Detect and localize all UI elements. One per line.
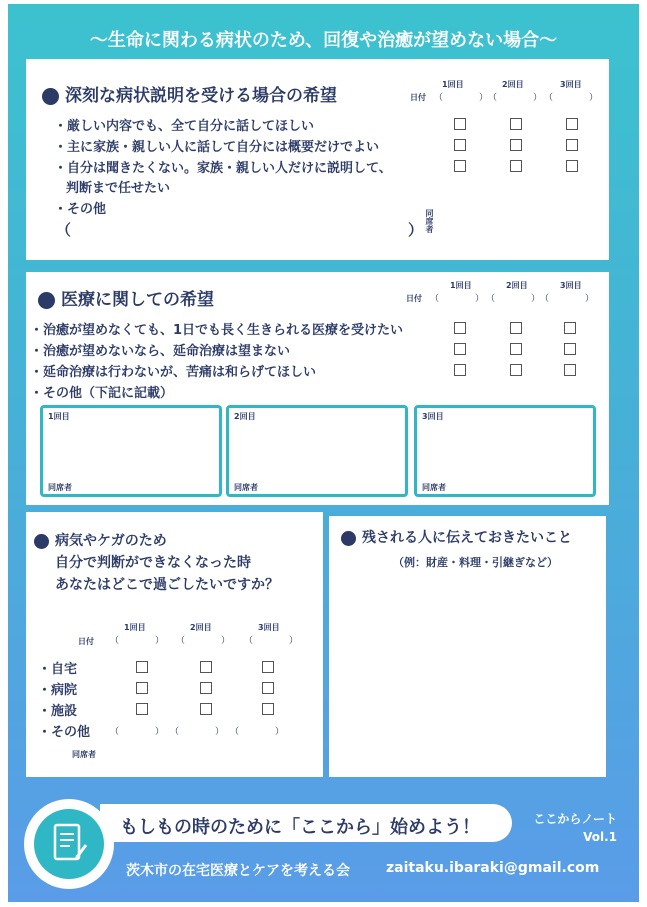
option-no-life-support: ・治癒が望めないなら、延命治療は望まない (30, 344, 291, 359)
round-2-label: 2回目 (234, 412, 256, 421)
attendee-label: 同席者 (72, 750, 96, 759)
checkbox[interactable] (454, 322, 466, 334)
checkbox[interactable] (136, 661, 148, 673)
section-message-card[interactable] (329, 516, 606, 777)
checkbox[interactable] (454, 118, 466, 130)
section-place-card (26, 512, 323, 777)
checkbox[interactable] (510, 160, 522, 172)
checkbox[interactable] (566, 160, 578, 172)
bullet-dot-icon (341, 531, 356, 546)
bullet-dot-icon (34, 534, 49, 549)
date-field-2[interactable]: （ ） (486, 294, 541, 304)
option-other: ・その他 (54, 202, 107, 217)
section-subtitle: （例：財産・料理・引継ぎなど） (393, 556, 558, 569)
checkbox[interactable] (510, 343, 522, 355)
date-label: 日付 (78, 637, 94, 646)
checkbox[interactable] (262, 661, 274, 673)
series-volume: Vol.1 (583, 830, 617, 844)
organization-name: 茨木市の在宅医療とケアを考える会 (126, 863, 350, 879)
checkbox[interactable] (510, 139, 522, 151)
date-field-2[interactable]: （ ） (176, 636, 231, 646)
option-other: ・その他 (38, 725, 91, 740)
page-title: 〜生命に関わる病状のため、回復や治癒が望めない場合〜 (89, 30, 558, 51)
round-2-label: 2回目 (190, 623, 212, 632)
round-3-label: 3回目 (422, 412, 444, 421)
checkbox[interactable] (564, 364, 576, 376)
page-background (8, 4, 639, 902)
option-home: ・自宅 (38, 662, 78, 677)
note-box-round-3[interactable] (414, 405, 596, 497)
section-medical-card (26, 272, 609, 505)
other-field-2[interactable]: （ ） (170, 727, 225, 737)
note-box-round-2[interactable] (226, 405, 408, 497)
checkbox[interactable] (564, 343, 576, 355)
other-paren-close: ） (408, 221, 424, 239)
section-explanation-card (26, 59, 609, 260)
checkbox[interactable] (200, 682, 212, 694)
date-field-1[interactable]: （ ） (434, 93, 489, 103)
attendee-label: 同席者 (48, 483, 72, 492)
date-field-1[interactable]: （ ） (110, 636, 165, 646)
date-field-2[interactable]: （ ） (488, 93, 543, 103)
option-facility: ・施設 (38, 704, 78, 719)
option-do-not-tell-me: ・自分は聞きたくない。家族・親しい人だけに説明して、 (54, 161, 392, 176)
checkbox[interactable] (510, 364, 522, 376)
date-label: 日付 (406, 294, 422, 303)
contact-email[interactable]: zaitaku.ibaraki@gmail.com (386, 860, 600, 876)
checkbox[interactable] (200, 661, 212, 673)
document-pencil-icon (34, 809, 104, 879)
checkbox[interactable] (262, 682, 274, 694)
checkbox[interactable] (566, 139, 578, 151)
option-other: ・その他（下記に記載） (30, 386, 174, 401)
checkbox[interactable] (510, 118, 522, 130)
checkbox[interactable] (564, 322, 576, 334)
round-2-label: 2回目 (506, 281, 528, 290)
option-relieve-pain: ・延命治療は行わないが、苦痛は和らげてほしい (30, 365, 317, 380)
round-1-label: 1回目 (124, 623, 146, 632)
bullet-dot-icon (38, 292, 55, 309)
option-prolong-life: ・治癒が望めなくても、1日でも長く生きられる医療を受けたい (30, 323, 404, 338)
round-1-label: 1回目 (48, 412, 70, 421)
attendee-label: 同席者 (234, 483, 258, 492)
round-2-label: 2回目 (502, 80, 524, 89)
checkbox[interactable] (454, 364, 466, 376)
option-hospital: ・病院 (38, 683, 78, 698)
checkbox[interactable] (200, 703, 212, 715)
round-1-label: 1回目 (450, 281, 472, 290)
checkbox[interactable] (454, 139, 466, 151)
option-tell-family: ・主に家族・親しい人に話して自分には概要だけでよい (54, 140, 380, 155)
other-paren-open: （ (56, 221, 72, 239)
date-field-3[interactable]: （ ） (540, 294, 595, 304)
logo-badge (24, 799, 114, 889)
date-label: 日付 (410, 93, 426, 102)
section-title: 深刻な病状説明を受ける場合の希望 (42, 81, 337, 106)
attendee-label: 同席者 (422, 483, 446, 492)
round-3-label: 3回目 (560, 281, 582, 290)
attendee-label: 同席者 (425, 209, 434, 233)
date-field-3[interactable]: （ ） (244, 636, 299, 646)
checkbox[interactable] (566, 118, 578, 130)
round-1-label: 1回目 (442, 80, 464, 89)
series-name: ここからノート (533, 812, 617, 826)
checkbox[interactable] (510, 322, 522, 334)
date-field-3[interactable]: （ ） (544, 93, 599, 103)
note-box-round-1[interactable] (40, 405, 222, 497)
section-title: 病気やケガのため 自分で判断ができなくなった時 あなたはどこで過ごしたいですか？ (34, 530, 279, 596)
other-field-3[interactable]: （ ） (230, 727, 285, 737)
date-field-1[interactable]: （ ） (430, 294, 485, 304)
checkbox[interactable] (136, 703, 148, 715)
round-3-label: 3回目 (560, 80, 582, 89)
option-tell-me-all: ・厳しい内容でも、全て自分に話してほしい (54, 119, 315, 134)
other-field-1[interactable]: （ ） (110, 727, 165, 737)
section-title: 残される人に伝えておきたいこと (341, 527, 572, 547)
slogan-text: もしもの時のために「ここから」始めよう！ (120, 817, 480, 838)
section-title: 医療に関しての希望 (38, 285, 214, 310)
series-info (533, 810, 617, 846)
checkbox[interactable] (454, 343, 466, 355)
checkbox[interactable] (262, 703, 274, 715)
checkbox[interactable] (454, 160, 466, 172)
bullet-dot-icon (42, 88, 59, 105)
checkbox[interactable] (136, 682, 148, 694)
option-do-not-tell-me-cont: 判断まで任せたい (66, 181, 171, 196)
round-3-label: 3回目 (258, 623, 280, 632)
